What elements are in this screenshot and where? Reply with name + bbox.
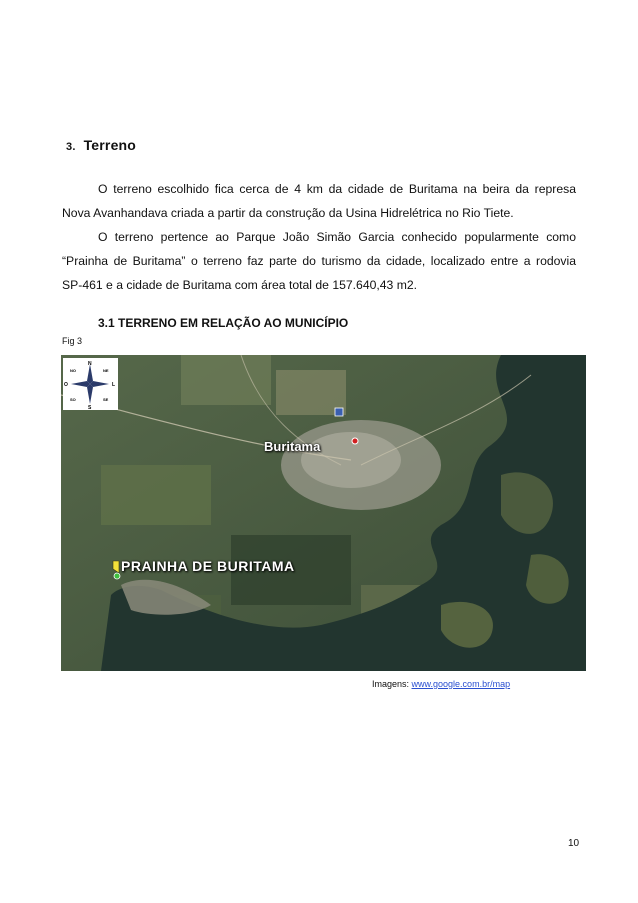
paragraph-line: “Prainha de Buritama” o terreno faz parte do turismo da cidade, localizado entre a rodovia — [62, 254, 576, 268]
satellite-terrain — [61, 355, 586, 671]
compass-no: NO — [70, 368, 76, 373]
compass-s: S — [88, 405, 92, 410]
section-number: 3. — [66, 141, 76, 153]
paragraph-line: O terreno pertence ao Parque João Simão Garcia conhecido popularmente como — [98, 230, 576, 244]
satellite-map-image — [61, 355, 586, 671]
map-label-beach: PRAINHA DE BURITAMA — [121, 558, 295, 574]
caption-link[interactable]: www.google.com.br/map — [411, 679, 511, 689]
map-label-city: Buritama — [264, 439, 321, 454]
section-heading — [66, 137, 136, 153]
paragraph-line: O terreno escolhido fica cerca de 4 km da cidade de Buritama na beira da represa — [98, 182, 576, 196]
compass-se: SE — [103, 397, 109, 402]
caption-prefix: Imagens: — [372, 679, 412, 689]
paragraph-2 — [62, 225, 576, 297]
compass-so: SO — [70, 397, 76, 402]
figure-label: Fig 3 — [62, 336, 83, 346]
compass-ne: NE — [103, 368, 109, 373]
figure-caption — [372, 679, 510, 689]
compass-rose-icon — [63, 358, 118, 410]
paragraph-line: Nova Avanhandava criada a partir da construção da Usina Hidrelétrica no Rio Tiete. — [62, 206, 514, 220]
compass-l: L — [112, 382, 116, 388]
compass-n: N — [88, 361, 92, 367]
section-title: Terreno — [83, 137, 137, 153]
page-number: 10 — [568, 838, 580, 849]
paragraph-1 — [62, 177, 576, 225]
paragraph-line: SP-461 e a cidade de Buritama com área total de 157.640,43 m2. — [62, 278, 418, 292]
subsection-heading: 3.1 TERRENO EM RELAÇÃO AO MUNICÍPIO — [98, 316, 349, 330]
compass-o: O — [64, 382, 68, 388]
